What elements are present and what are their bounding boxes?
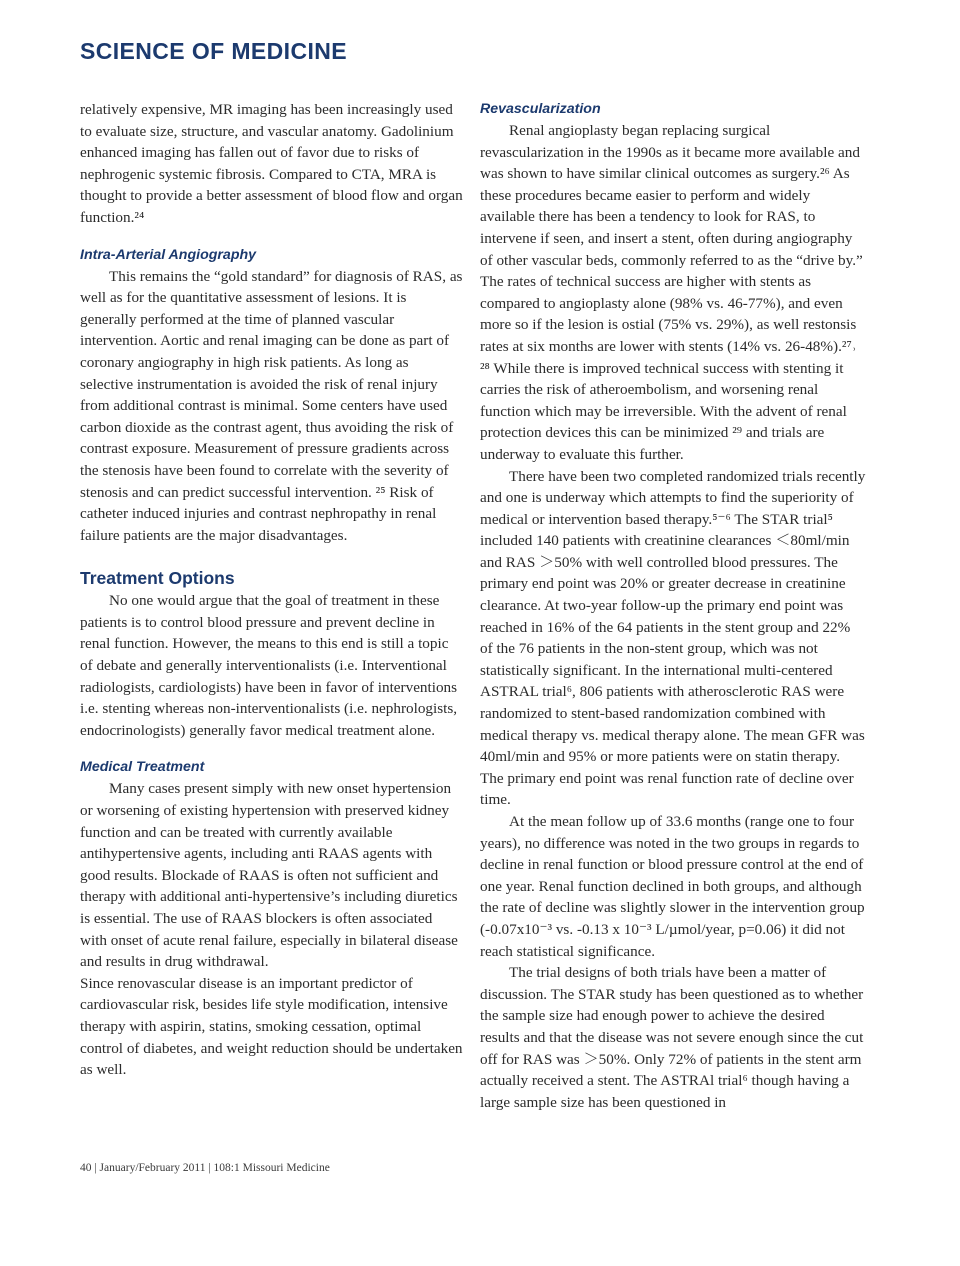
- section-title: SCIENCE OF MEDICINE: [80, 38, 348, 64]
- paragraph-mr-imaging: relatively expensive, MR imaging has been increasingly used to evaluate size, structure, and vascular anatomy. Gadolinium enhanced imaging has fallen out of favor due to risks of nephrogenic systemic fibrosis. Compared to CTA, MRA is thought to provide a better assessment of blood flow and organ function.²⁴: [80, 101, 463, 226]
- heading-revascularization: Revascularization: [480, 101, 601, 117]
- paragraph-randomized-trials: There have been two completed randomized trials recently and one is underway which attempts to find the superiority of medical or intervention based therapy.⁵⁻⁶ The STAR trial⁵ included 140 patients with creatinine clearances ＜80ml/min and RAS ＞50% with well controlled blood pressures. The primary end point was 20% or greater decrease in creatinine clearance. At two-year follow-up the primary end point was reached in 16% of the 64 patients in the stent group and 22% of the 76 patients in the non-stent group, which was not statistically significant. In the international multi-centered ASTRAL trial⁶, 806 patients with atherosclerotic RAS were randomized to stent-based randomization combined with medical therapy vs. medical therapy alone. The mean GFR was 40ml/min and 95% or more patients were on statin therapy. The primary end point was renal function rate of decline over time.: [480, 467, 866, 809]
- page-footer: 40 | January/February 2011 | 108:1 Missouri Medicine: [80, 1162, 330, 1174]
- spacer: [80, 546, 463, 566]
- paragraph-trial-designs: The trial designs of both trials have been a matter of discussion. The STAR study has been questioned as to whether the sample size had enough power to achieve the desired results and that the disease was not severe enough since the cut off for RAS was ＞50%. Only 72% of patients in the stent arm actually received a stent. The ASTRAl trial⁶ though having a large sample size has been questioned in: [480, 964, 864, 1111]
- spacer: [80, 229, 463, 245]
- heading-medical-treatment: Medical Treatment: [80, 759, 205, 776]
- paragraph-renal-angioplasty: Renal angioplasty began replacing surgical revascularization in the 1990s as it became more available and was shown to have similar clinical outcomes as surgery.²⁶ As these procedures became easier to perform and widely available there has been a tendency to look for RAS, to intervene if seen, and insert a stent, often during angiography of other vascular beds, commonly referred to as the “drive by.” The rates of technical success are higher with stents as compared to angioplasty alone (98% vs. 46-77%), and even more so if the lesion is ostial (75% vs. 29%), as well restonsis rates at six months are lower with stents (14% vs. 26-48%).²⁷˒ ²⁸ While there is improved technical success with stenting it carries the risk of atheroembolism, and worsening renal function which may be irreversible. With the advent of renal protection devices this can be minimized ²⁹ and trials are underway to evaluate this further.: [480, 122, 863, 463]
- left-column: [80, 99, 463, 1081]
- paragraph-cardiovascular-risk: Since renovascular disease is an important predictor of cardiovascular risk, besides life style modification, intensive therapy with aspirin, statins, smoking cessation, optimal control of diabetes, and weight reduction should be undertaken as well.: [80, 974, 463, 1079]
- paragraph-treatment-options: No one would argue that the goal of treatment in these patients is to control blood pressure and prevent decline in renal function. However, the means to this end is still a topic of debate and generally interventionalists (i.e. Interventional radiologists, cardiologists) have been in favor of interventions i.e. stenting whereas non-interventionalists (i.e. nephrologists, endocrinologists) generally favor medical treatment alone.: [80, 592, 458, 739]
- paragraph-follow-up: At the mean follow up of 33.6 months (range one to four years), no difference was noted in the two groups in regards to decline in renal function or blood pressure control at the end of one year. Renal function declined in both groups, and although the rate of decline was slightly slower in the intervention group (-0.07x10⁻³ vs. -0.13 x 10⁻³ L/µmol/year, p=0.06) it did not reach statistical significance.: [480, 813, 865, 960]
- heading-treatment-options: Treatment Options: [80, 568, 235, 589]
- right-column: [480, 99, 866, 1113]
- spacer: [80, 741, 463, 757]
- paragraph-angiography: This remains the “gold standard” for diagnosis of RAS, as well as for the quantitative assessment of lesions. It is generally performed at the time of planned vascular intervention. Aortic and renal imaging can be done as part of coronary angiography in high risk patients. As long as selective instrumentation is avoided the risk of renal injury from additional contrast is minimal. Some centers have used carbon dioxide as the contrast agent, thus avoiding the risk of contrast exposure. Measurement of pressure gradients across the stenosis have been found to correlate with the severity of stenosis and can predict successful intervention. ²⁵ Risk of catheter induced injuries and contrast nephropathy in renal failure patients are the major disadvantages.: [80, 267, 463, 544]
- heading-intra-arterial-angiography: Intra-Arterial Angiography: [80, 246, 257, 263]
- paragraph-medical-treatment: Many cases present simply with new onset hypertension or worsening of existing hypertension with preserved kidney function and can be treated with currently available antihypertensive agents, including anti RAAS agents with good results. Blockade of RAAS is often not sufficient and therapy with additional anti-hypertensive’s including diuretics is essential. The use of RAAS blockers is often associated with onset of acute renal failure, especially in bilateral disease and results in drug withdrawal.: [80, 780, 458, 971]
